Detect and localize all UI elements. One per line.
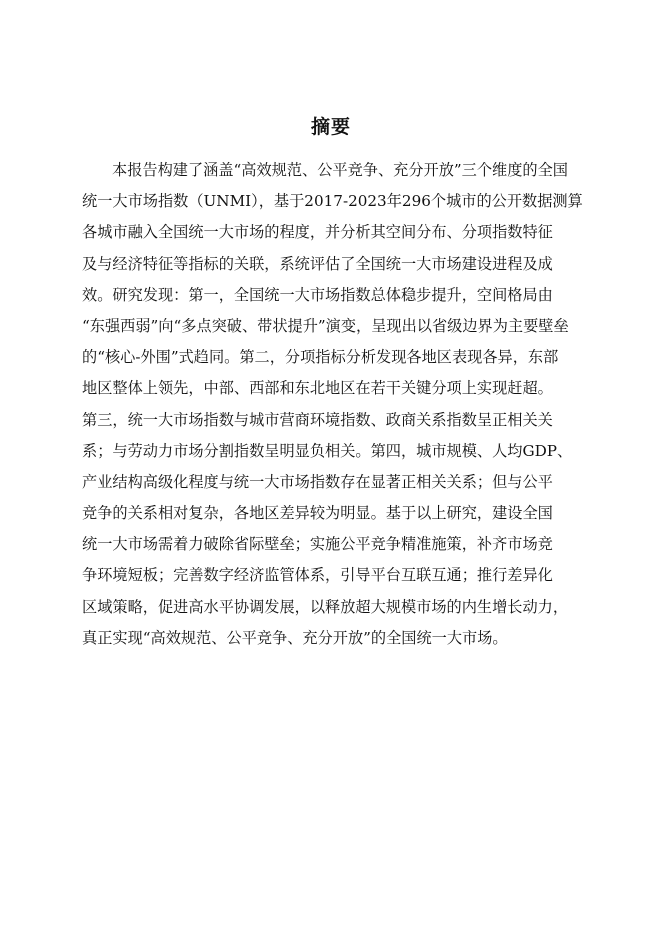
abstract-line [82, 217, 582, 248]
abstract-line-text: 区域策略，促进高水平协调发展，以释放超大规模市场的内生增长动力， [82, 597, 568, 616]
page-title: 摘要 [310, 116, 351, 138]
abstract-line [82, 186, 582, 217]
abstract-line-text: “东强西弱”向“多点突破、带状提升”演变，呈现出以省级边界为主要壁垒 [82, 316, 569, 335]
abstract-line [82, 498, 582, 529]
abstract-line [82, 342, 582, 373]
abstract-line [82, 467, 582, 498]
abstract-line-text: 争环境短板；完善数字经济监管体系，引导平台互联互通；推行差异化 [82, 566, 553, 585]
abstract-line-text: 统一大市场需着力破除省际壁垒；实施公平竞争精准施策，补齐市场竞 [82, 535, 553, 554]
abstract-line [82, 155, 582, 186]
abstract-line [82, 311, 582, 342]
abstract-body [82, 155, 582, 654]
abstract-line [82, 560, 582, 591]
abstract-line [82, 623, 582, 654]
abstract-line-text: 系；与劳动力市场分割指数呈明显负相关。第四，城市规模、人均GDP、 [82, 441, 573, 460]
abstract-line-text: 产业结构高级化程度与统一大市场指数存在显著正相关关系；但与公平 [82, 472, 553, 491]
abstract-line-text: 第三，统一大市场指数与城市营商环境指数、政商关系指数呈正相关关 [82, 410, 553, 429]
abstract-line-text: 地区整体上领先，中部、西部和东北地区在若干关键分项上实现赶超。 [82, 379, 553, 398]
abstract-line-text: 效。研究发现：第一，全国统一大市场指数总体稳步提升，空间格局由 [82, 285, 553, 304]
abstract-line-text: 本报告构建了涵盖“高效规范、公平竞争、充分开放”三个维度的全国 [112, 161, 568, 179]
abstract-line [82, 280, 582, 311]
abstract-line [82, 373, 582, 404]
abstract-line [82, 249, 582, 280]
abstract-line-text: 及与经济特征等指标的关联，系统评估了全国统一大市场建设进程及成 [82, 254, 553, 273]
abstract-line [82, 592, 582, 623]
abstract-line-text: 竞争的关系相对复杂，各地区差异较为明显。基于以上研究，建设全国 [82, 504, 553, 523]
abstract-line-text: 真正实现“高效规范、公平竞争、充分开放”的全国统一大市场。 [82, 628, 508, 647]
abstract-line [82, 405, 582, 436]
abstract-line [82, 436, 582, 467]
abstract-line-text: 统一大市场指数（UNMI），基于2017-2023年296个城市的公开数据测算 [82, 192, 583, 211]
abstract-line-text: 的“核心-外围”式趋同。第二，分项指标分析发现各地区表现各异，东部 [82, 348, 559, 367]
abstract-line [82, 529, 582, 560]
abstract-line-text: 各城市融入全国统一大市场的程度，并分析其空间分布、分项指数特征 [82, 223, 553, 242]
